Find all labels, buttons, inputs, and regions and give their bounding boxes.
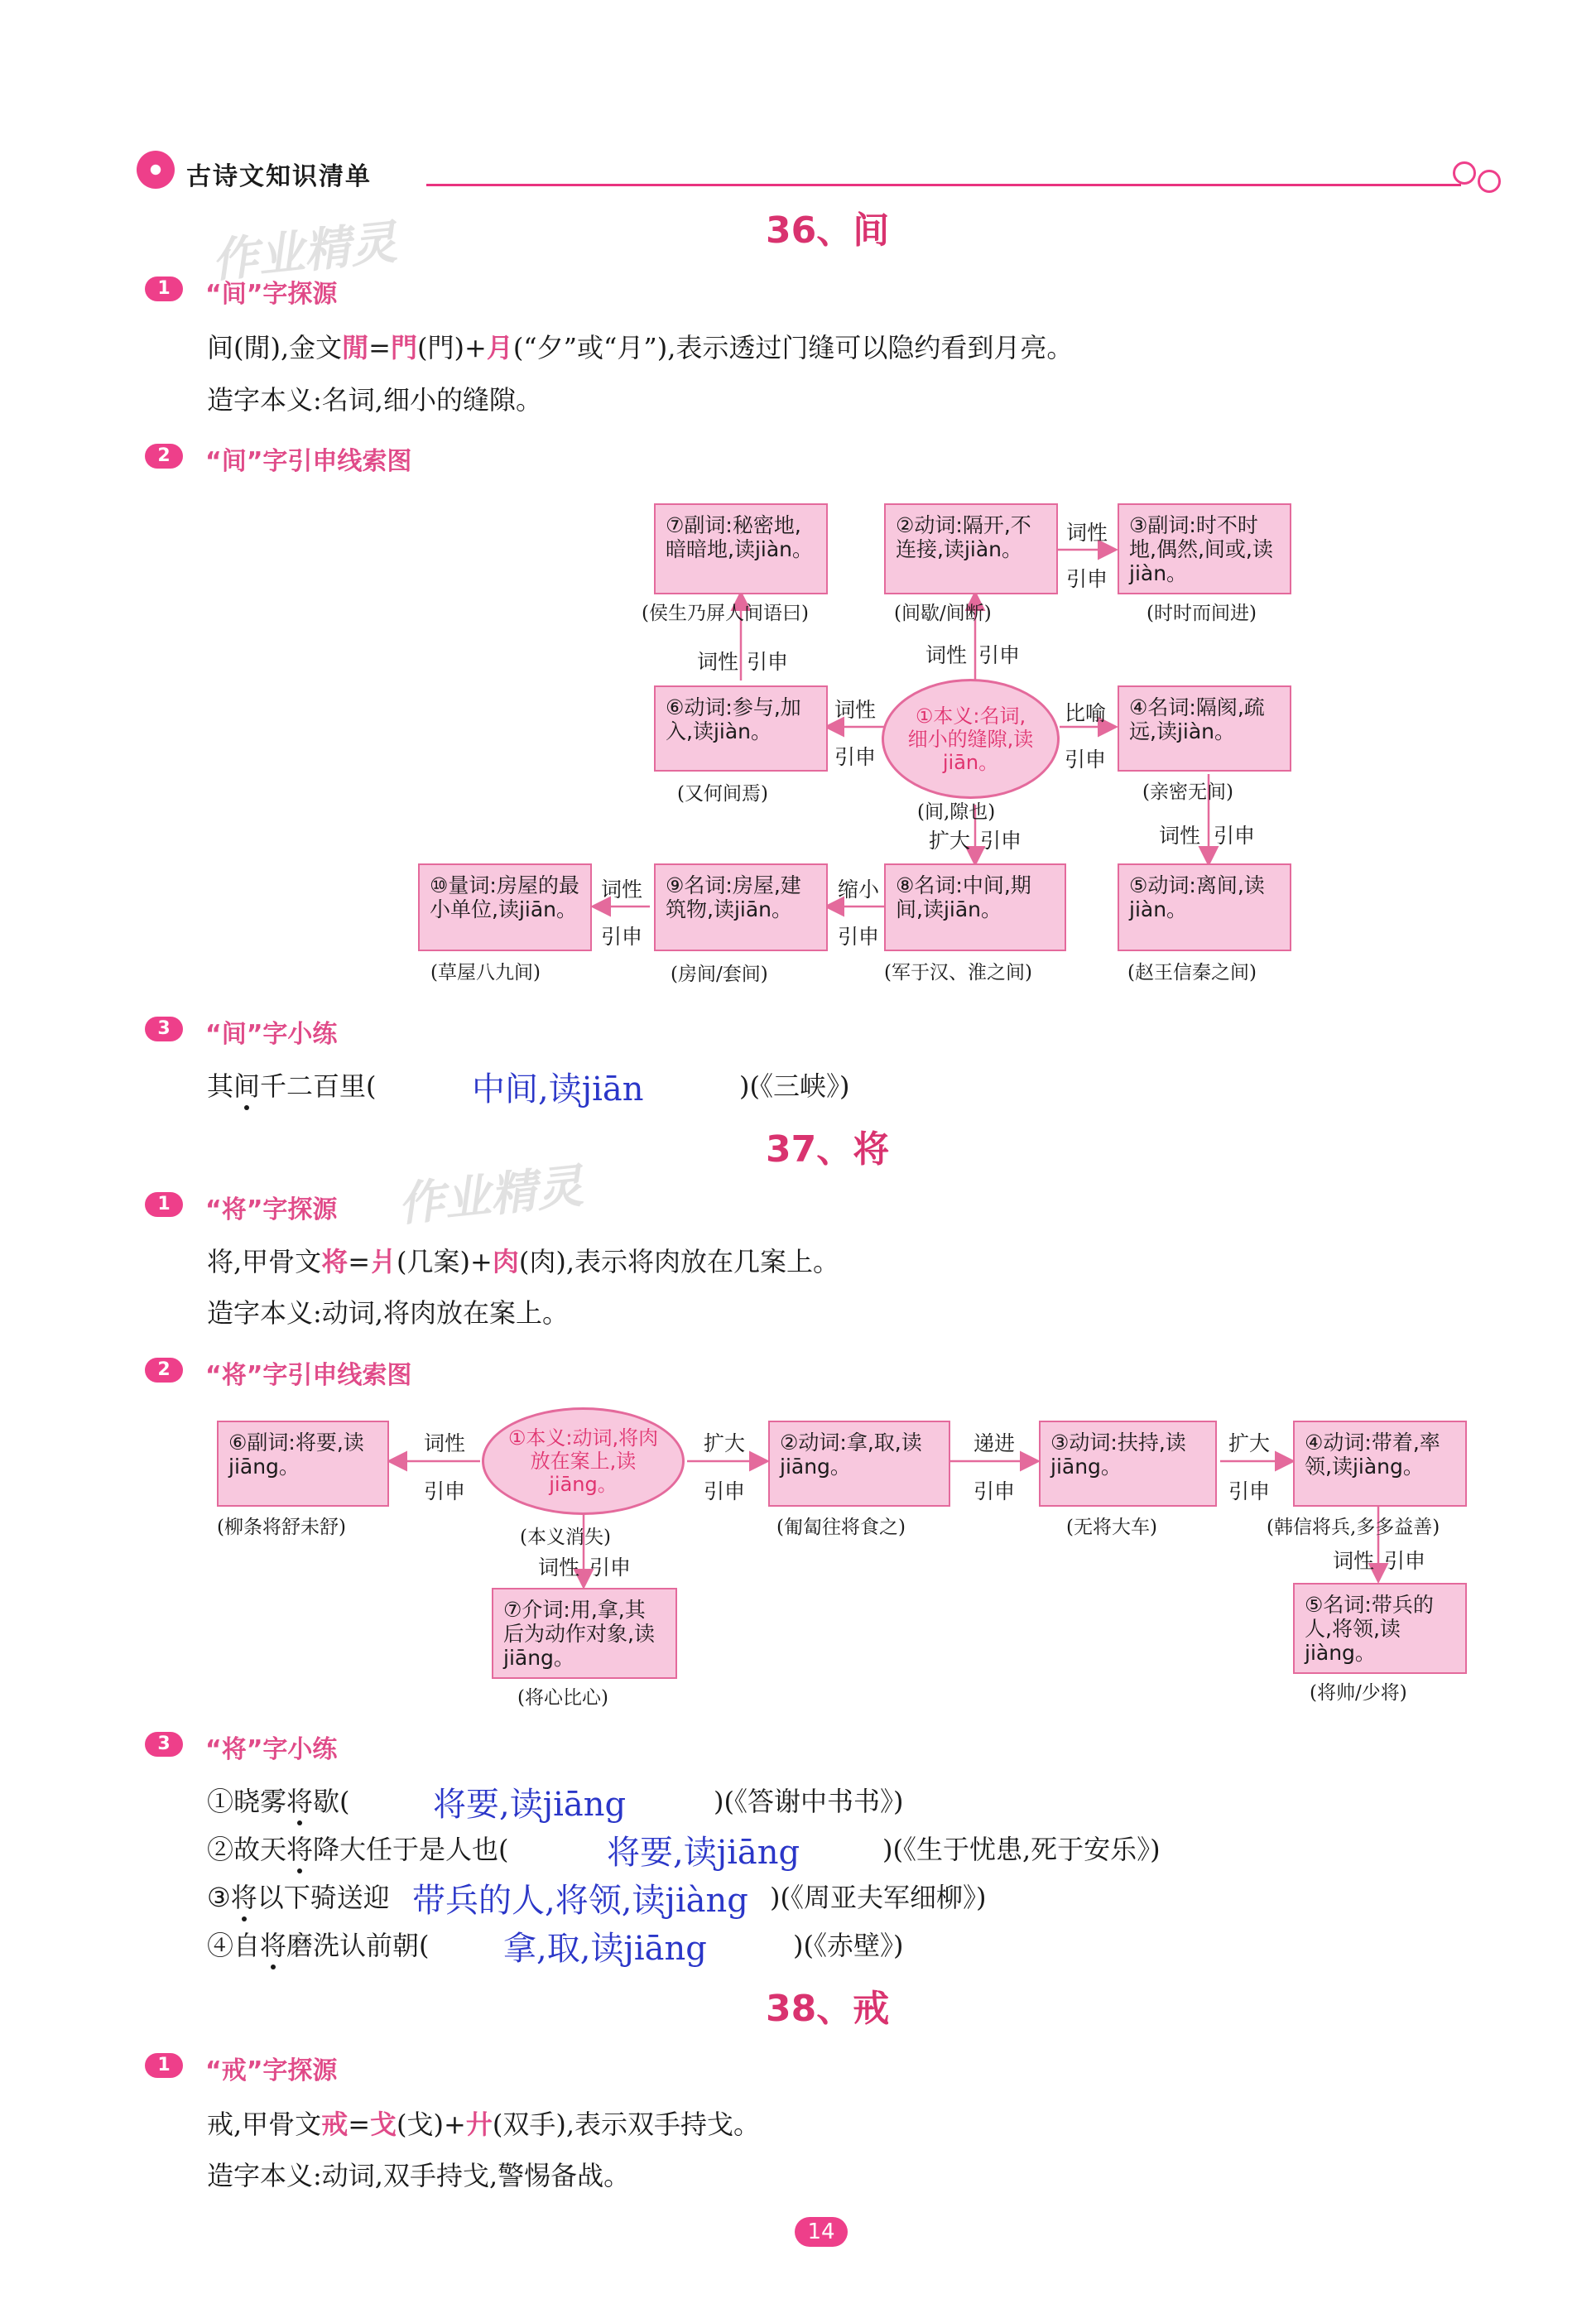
practice-text: 以下骑送迎 xyxy=(257,1882,390,1913)
practice-text: ④自 xyxy=(207,1930,261,1961)
ancient-glyph: 戒 xyxy=(321,2109,349,2140)
ancient-glyph: 将 xyxy=(321,1246,349,1277)
example-caption: (草屋八九间) xyxy=(430,962,541,983)
subsection-title: “将”字探源 xyxy=(205,1195,338,1224)
section-title: 36、间 xyxy=(766,209,890,252)
origin-text-part: 将,甲骨文 xyxy=(207,1246,322,1277)
ancient-glyph: 門 xyxy=(390,332,417,363)
header-title: 古诗文知识清单 xyxy=(186,162,372,191)
link-label: 词性 xyxy=(424,1431,466,1455)
practice-item xyxy=(207,1833,509,1866)
link-label: 引申 xyxy=(1384,1549,1426,1573)
practice-source: )(《赤壁》) xyxy=(793,1930,904,1961)
meaning-box-5: ⑤名词:带兵的人,将领,读jiàng。 xyxy=(1293,1583,1467,1674)
ancient-glyph: 月 xyxy=(486,332,513,363)
example-caption: (将帅/少将) xyxy=(1310,1682,1407,1704)
handwritten-answer: 将要,读jiāng xyxy=(607,1834,800,1872)
handwritten-answer: 中间,读jiān xyxy=(472,1070,644,1109)
ancient-glyph: 戈 xyxy=(370,2109,397,2140)
practice-item xyxy=(207,1785,350,1818)
link-label: 引申 xyxy=(424,1479,466,1503)
origin-text-part: = xyxy=(348,1246,371,1277)
subsection-number: 2 xyxy=(145,444,183,469)
link-label: 引申 xyxy=(978,643,1021,667)
origin-text xyxy=(207,1245,839,1278)
practice-text: ②故天 xyxy=(207,1834,287,1865)
link-label: 缩小 xyxy=(838,878,880,902)
link-label: 引申 xyxy=(1066,567,1108,591)
origin-text-part: = xyxy=(368,332,391,363)
original-meaning-oval: ①本义:名词,细小的缝隙,读jiān。 xyxy=(882,679,1060,799)
key-character: 间 xyxy=(233,1070,261,1102)
link-label: 词性 xyxy=(1066,521,1108,545)
subsection-number: 3 xyxy=(145,1732,183,1757)
origin-text-part: (戈)+ xyxy=(397,2109,466,2140)
practice-text: 磨洗认前朝( xyxy=(286,1930,430,1961)
example-caption: (时时而间进) xyxy=(1147,603,1257,624)
subsection-number: 1 xyxy=(145,2053,183,2078)
meaning-box-3: ③副词:时不时地,偶然,间或,读jiàn。 xyxy=(1118,503,1291,594)
meaning-box-6: ⑥副词:将要,读jiāng。 xyxy=(217,1421,389,1507)
origin-text-part: (肉),表示将肉放在几案上。 xyxy=(518,1246,839,1277)
practice-text: ①晓雾 xyxy=(207,1786,287,1817)
subsection-title: “间”字引申线索图 xyxy=(205,447,412,476)
example-caption: (匍匐往将食之) xyxy=(776,1517,906,1538)
example-caption: (柳条将舒未舒) xyxy=(217,1517,346,1538)
example-caption: (亲密无间) xyxy=(1142,781,1233,803)
origin-text-part: (門)+ xyxy=(417,332,487,363)
link-label: 词性 xyxy=(697,650,739,674)
subsection-title: “间”字小练 xyxy=(205,1020,338,1049)
link-label: 引申 xyxy=(601,925,643,949)
example-caption: (韩信将兵,多多益善) xyxy=(1267,1517,1440,1538)
example-caption: (又何间焉) xyxy=(677,783,768,805)
origin-text-part: = xyxy=(348,2109,371,2140)
link-label: 引申 xyxy=(704,1479,746,1503)
subsection-title: “将”字引申线索图 xyxy=(205,1361,412,1390)
link-label: 扩大 xyxy=(704,1431,746,1455)
meaning-box-2: ②动词:拿,取,读jiāng。 xyxy=(768,1421,950,1507)
watermark: 作业精灵 xyxy=(395,1159,586,1233)
example-caption: (间歇/间断) xyxy=(894,603,992,624)
practice-item xyxy=(207,1929,430,1962)
key-character: 将 xyxy=(230,1882,257,1913)
example-caption: (赵王信秦之间) xyxy=(1127,962,1257,983)
meaning-box-6: ⑥动词:参与,加入,读jiàn。 xyxy=(654,685,828,772)
link-label: 引申 xyxy=(1214,824,1256,848)
link-label: 词性 xyxy=(834,698,877,722)
key-character: 将 xyxy=(260,1930,287,1961)
section-title: 38、戒 xyxy=(766,1988,890,2030)
link-label: 词性 xyxy=(925,643,968,667)
watermark: 作业精灵 xyxy=(209,215,400,289)
link-label: 引申 xyxy=(838,925,880,949)
practice-item xyxy=(207,1070,377,1103)
meaning-box-3: ③动词:扶持,读jiāng。 xyxy=(1039,1421,1217,1507)
example-caption: (房间/套间) xyxy=(671,964,768,985)
origin-text-part: (几案)+ xyxy=(397,1246,493,1277)
original-meaning-oval: ①本义:动词,将肉放在案上,读jiāng。 xyxy=(482,1407,685,1515)
link-label: 引申 xyxy=(973,1479,1016,1503)
practice-text: ③ xyxy=(207,1882,231,1913)
subsection-title: “间”字探源 xyxy=(205,280,338,309)
practice-source: )(《答谢中书书》) xyxy=(714,1786,904,1817)
practice-text: 其 xyxy=(207,1070,234,1102)
practice-text: 歇( xyxy=(313,1786,350,1817)
ancient-glyph: 肉 xyxy=(492,1246,519,1277)
origin-text-part: (“夕”或“月”),表示透过门缝可以隐约看到月亮。 xyxy=(512,332,1074,363)
key-character: 将 xyxy=(286,1834,314,1865)
example-caption: (无将大车) xyxy=(1066,1517,1157,1538)
link-label: 词性 xyxy=(1159,824,1201,848)
subsection-number: 1 xyxy=(145,277,183,301)
link-label: 引申 xyxy=(980,829,1022,853)
link-label: 扩大 xyxy=(1228,1431,1271,1455)
page-number: 14 xyxy=(795,2217,848,2247)
example-caption: (将心比心) xyxy=(517,1687,608,1709)
practice-source: )(《生于忧患,死于安乐》) xyxy=(882,1834,1161,1865)
link-label: 引申 xyxy=(747,650,789,674)
ancient-glyph: 閒 xyxy=(342,332,369,363)
meaning-box-9: ⑨名词:房屋,建筑物,读jiān。 xyxy=(654,863,828,951)
example-caption: (侯生乃屏人间语曰) xyxy=(642,603,809,624)
subsection-number: 1 xyxy=(145,1192,183,1217)
link-label: 递进 xyxy=(973,1431,1016,1455)
section-title: 37、将 xyxy=(766,1128,890,1171)
original-meaning: 造字本义:动词,双手持戈,警惕备战。 xyxy=(207,2160,631,2191)
link-label: 词性 xyxy=(538,1556,580,1580)
meaning-box-4: ④名词:隔阂,疏远,读jiàn。 xyxy=(1118,685,1291,772)
example-caption: (间,隙也) xyxy=(917,801,996,823)
link-label: 比喻 xyxy=(1065,701,1107,725)
meaning-box-7: ⑦介词:用,拿,其后为动作对象,读jiāng。 xyxy=(492,1588,677,1679)
ancient-glyph: 爿 xyxy=(370,1246,397,1277)
origin-text-part: 间(閒),金文 xyxy=(207,332,343,363)
subsection-title: “将”字小练 xyxy=(205,1735,338,1764)
practice-text: 降大任于是人也( xyxy=(313,1834,509,1865)
practice-text: 千二百里( xyxy=(260,1070,377,1102)
link-label: 引申 xyxy=(1228,1479,1271,1503)
original-meaning: 造字本义:动词,将肉放在案上。 xyxy=(207,1297,569,1329)
origin-text-part: (双手),表示双手持戈。 xyxy=(492,2109,760,2140)
subsection-number: 3 xyxy=(145,1017,183,1041)
meaning-box-7: ⑦副词:秘密地,暗暗地,读jiàn。 xyxy=(654,503,828,594)
link-label: 引申 xyxy=(1065,748,1107,772)
practice-item xyxy=(207,1881,390,1914)
link-label: 词性 xyxy=(1333,1549,1375,1573)
link-label: 扩大 xyxy=(929,829,971,853)
practice-source: )(《三峡》) xyxy=(739,1070,850,1102)
handwritten-answer: 带兵的人,将领,读jiàng xyxy=(412,1882,748,1920)
meaning-box-8: ⑧名词:中间,期间,读jiān。 xyxy=(884,863,1066,951)
practice-source: )(《周亚夫军细柳》) xyxy=(770,1882,987,1913)
origin-text xyxy=(207,2108,760,2141)
subsection-number: 2 xyxy=(145,1358,183,1383)
origin-text-part: 戒,甲骨文 xyxy=(207,2109,322,2140)
meaning-box-2: ②动词:隔开,不连接,读jiàn。 xyxy=(884,503,1058,594)
subsection-title: “戒”字探源 xyxy=(205,2056,338,2085)
meaning-box-10: ⑩量词:房屋的最小单位,读jiān。 xyxy=(418,863,592,951)
link-label: 引申 xyxy=(834,745,877,769)
meaning-box-4: ④动词:带着,率领,读jiàng。 xyxy=(1293,1421,1467,1507)
handwritten-answer: 将要,读jiāng xyxy=(433,1786,627,1824)
handwritten-answer: 拿,取,读jiāng xyxy=(503,1930,707,1968)
link-label: 词性 xyxy=(601,878,643,902)
meaning-box-5: ⑤动词:离间,读jiàn。 xyxy=(1118,863,1291,951)
original-meaning: 造字本义:名词,细小的缝隙。 xyxy=(207,384,542,416)
key-character: 将 xyxy=(286,1786,314,1817)
example-caption: (军于汉、淮之间) xyxy=(884,962,1032,983)
ancient-glyph: 廾 xyxy=(465,2109,493,2140)
link-label: 引申 xyxy=(589,1556,632,1580)
example-caption: (本义消失) xyxy=(520,1527,611,1548)
